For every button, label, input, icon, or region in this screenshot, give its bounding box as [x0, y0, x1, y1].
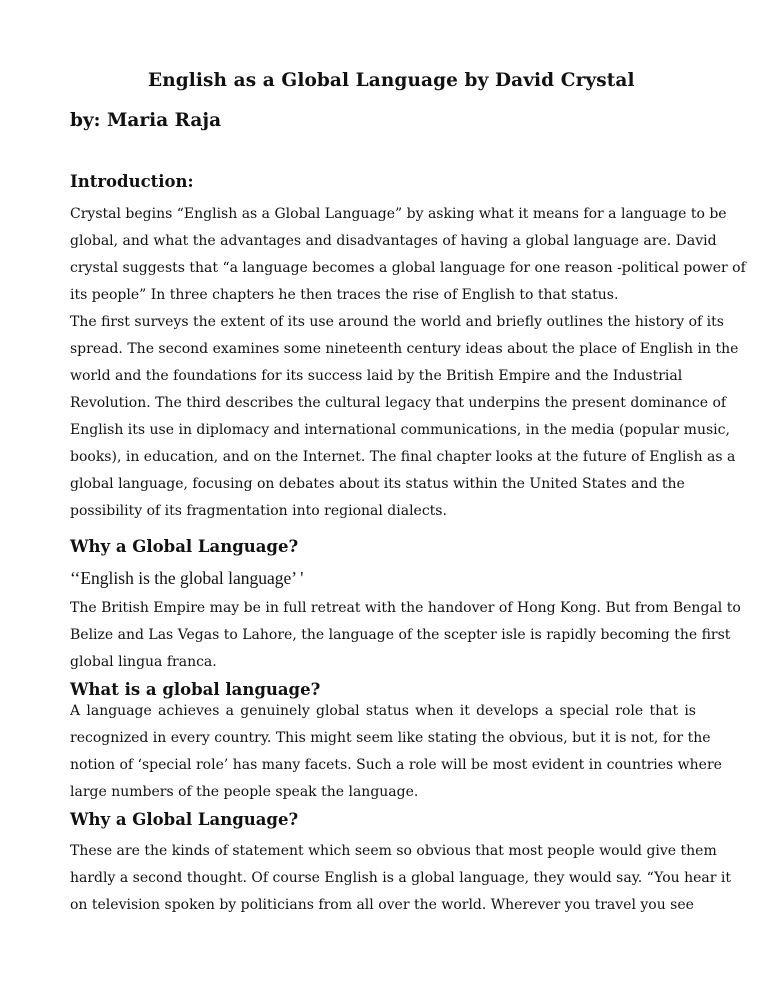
- why-global-line: Belize and Las Vegas to Lahore, the language of the scepter isle is rapidly becoming the first: [70, 627, 731, 643]
- introduction-line: books), in education, and on the Internet. The final chapter looks at the future of English as a: [70, 449, 736, 465]
- introduction-line: The first surveys the extent of its use around the world and briefly outlines the history of its: [70, 314, 724, 330]
- introduction-line: spread. The second examines some nineteenth century ideas about the place of English in the: [70, 341, 739, 357]
- introduction-line: crystal suggests that “a language becomes a global language for one reason -political power of: [70, 260, 746, 276]
- introduction-line: global language, focusing on debates about its status within the United States and the: [70, 476, 685, 492]
- what-is-global-line: notion of ‘special role’ has many facets. Such a role will be most evident in countries where: [70, 757, 722, 773]
- why-global-2-line: These are the kinds of statement which seem so obvious that most people would give them: [70, 843, 717, 859]
- what-is-global-heading: What is a global language?: [70, 680, 321, 699]
- introduction-line: possibility of its fragmentation into regional dialects.: [70, 503, 447, 519]
- introduction-line: world and the foundations for its success laid by the British Empire and the Industrial: [70, 368, 683, 384]
- introduction-line: English its use in diplomacy and international communications, in the media (popular music,: [70, 422, 730, 438]
- why-global-2-line: hardly a second thought. Of course English is a global language, they would say. “You hear it: [70, 870, 732, 886]
- introduction-line: global, and what the advantages and disadvantages of having a global language are. David: [70, 233, 717, 249]
- document-author: by: Maria Raja: [70, 110, 222, 131]
- why-global-line: The British Empire may be in full retreat with the handover of Hong Kong. But from Bengal to: [70, 600, 741, 616]
- global-language-quote: ‘‘English is the global language’ ': [70, 568, 304, 588]
- introduction-heading: Introduction:: [70, 172, 194, 191]
- introduction-line: Revolution. The third describes the cultural legacy that underpins the present dominance of: [70, 395, 727, 411]
- introduction-line: its people” In three chapters he then traces the rise of English to that status.: [70, 287, 619, 303]
- why-global-2-line: on television spoken by politicians from all over the world. Wherever you travel you see: [70, 897, 694, 913]
- what-is-global-line: recognized in every country. This might seem like stating the obvious, but it is not, for the: [70, 730, 711, 746]
- what-is-global-line: large numbers of the people speak the language.: [70, 784, 419, 800]
- why-global-heading: Why a Global Language?: [70, 537, 299, 556]
- document-title: English as a Global Language by David Crystal: [148, 70, 635, 91]
- what-is-global-line: A language achieves a genuinely global status when it develops a special role that is: [70, 703, 696, 719]
- why-global-heading-2: Why a Global Language?: [70, 810, 299, 829]
- introduction-line: Crystal begins “English as a Global Language” by asking what it means for a language to be: [70, 206, 727, 222]
- why-global-line: global lingua franca.: [70, 654, 217, 670]
